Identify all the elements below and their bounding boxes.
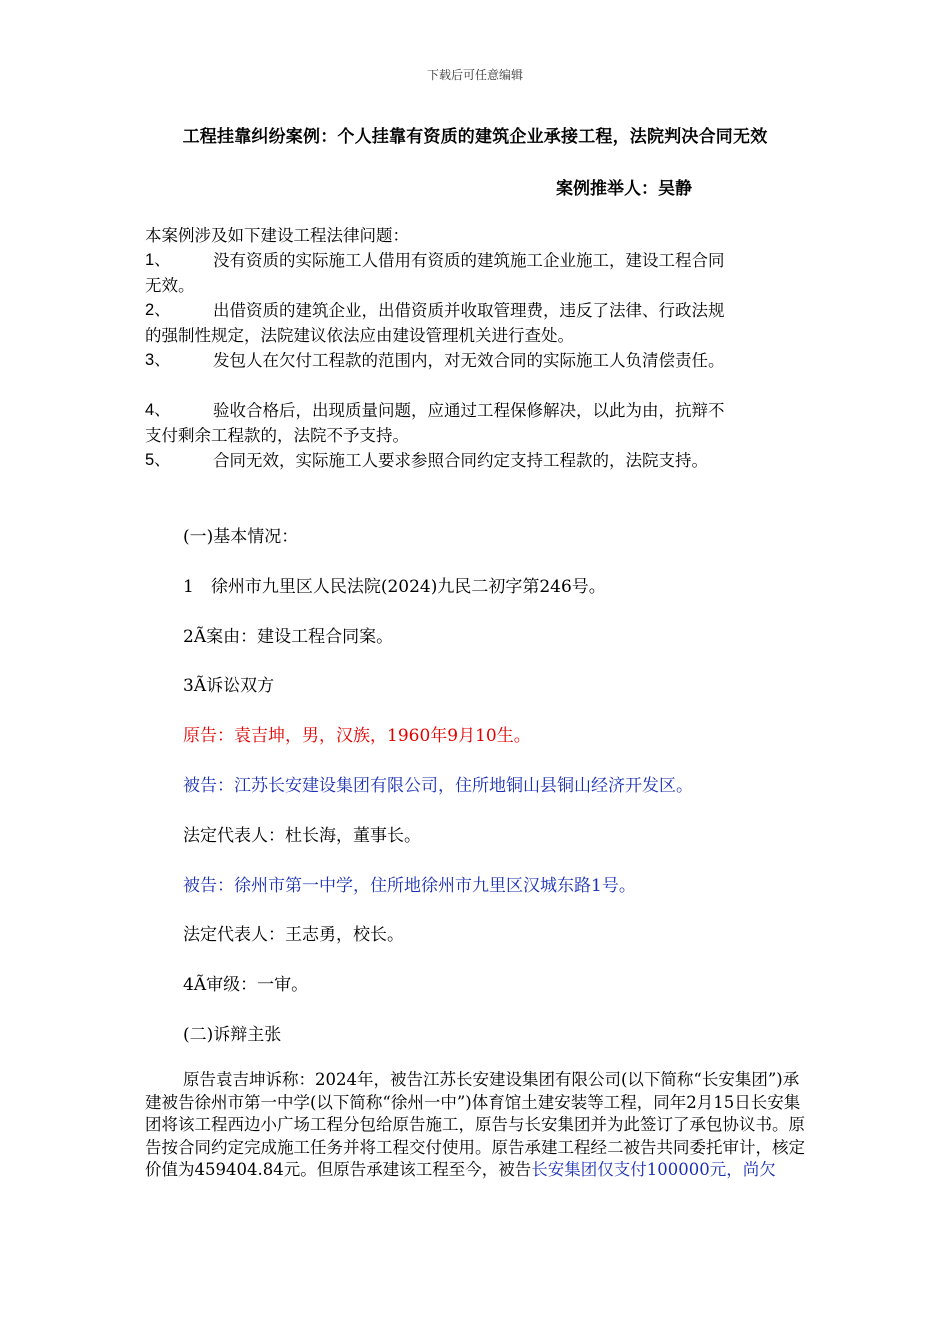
claim-text-highlight: 长安集团仅支付100000元，尚欠 <box>531 1160 776 1179</box>
claim-paragraph <box>145 1069 810 1182</box>
issue-continuation: 无效。 <box>145 276 195 295</box>
defendant-1-info: 被告：江苏长安建设集团有限公司，住所地铜山县铜山经济开发区。 <box>183 776 693 796</box>
representative-2: 法定代表人：王志勇，校长。 <box>183 925 404 945</box>
case-author: 案例推举人：吴静 <box>556 179 692 199</box>
claim-text: 原告袁吉坤诉称：2024年，被告江苏长安建设集团有限公司(以下简称“长安集团”)承建被告徐州市第一中学(以下简称“徐州一中”)体育馆土建安装等工程，同年2月15日长安集团将该工程西边小广场工程分包给原告施工，原告与长安集团并为此签订了承包协议书。原告按合同约定完成施工任务并将工程交付使用。原告承建工程经二被告共同委托审计，核定价值为459404.84元。但原告承建该工程至今，被告 <box>145 1070 805 1179</box>
section-basic-info: (一)基本情况： <box>183 527 299 547</box>
issue-number: 5、 <box>145 451 171 469</box>
case-cause: 2Ã案由：建设工程合同案。 <box>183 627 394 647</box>
issue-item <box>145 298 810 323</box>
issue-item <box>145 348 810 373</box>
issue-text: 出借资质的建筑企业，出借资质并收取管理费，违反了法律、行政法规 <box>213 301 725 320</box>
issue-text: 合同无效，实际施工人要求参照合同约定支持工程款的，法院支持。 <box>213 451 708 470</box>
issue-item <box>145 398 810 423</box>
issue-continuation: 的强制性规定，法院建议依法应由建设管理机关进行查处。 <box>145 326 574 345</box>
issue-item <box>145 248 810 273</box>
defendant-2-info: 被告：徐州市第一中学，住所地徐州市九里区汉城东路1号。 <box>183 876 636 896</box>
issue-number: 1、 <box>145 251 171 269</box>
section-claims: (二)诉辩主张 <box>183 1025 282 1045</box>
trial-level: 4Ã审级：一审。 <box>183 975 309 995</box>
representative-1: 法定代表人：杜长海，董事长。 <box>183 826 421 846</box>
case-number: 1 徐州市九里区人民法院(2024)九民二初字第246号。 <box>183 577 606 597</box>
plaintiff-info: 原告：袁吉坤，男，汉族，1960年9月10生。 <box>183 726 531 746</box>
issue-number: 2、 <box>145 301 171 319</box>
issue-text: 没有资质的实际施工人借用有资质的建筑施工企业施工，建设工程合同 <box>213 251 725 270</box>
issue-continuation: 支付剩余工程款的，法院不予支持。 <box>145 426 409 445</box>
issues-intro: 本案例涉及如下建设工程法律问题： <box>145 226 409 245</box>
parties-heading: 3Ã诉讼双方 <box>183 676 275 696</box>
document-title: 工程挂靠纠纷案例：个人挂靠有资质的建筑企业承接工程，法院判决合同无效 <box>182 127 768 147</box>
issues-section <box>145 223 810 473</box>
issue-text: 发包人在欠付工程款的范围内，对无效合同的实际施工人负清偿责任。 <box>213 351 725 370</box>
page-header: 下载后可任意编辑 <box>426 68 523 82</box>
issue-number: 3、 <box>145 351 171 369</box>
issue-item <box>145 448 810 473</box>
issue-text: 验收合格后，出现质量问题，应通过工程保修解决，以此为由，抗辩不 <box>213 401 725 420</box>
issue-number: 4、 <box>145 401 171 419</box>
